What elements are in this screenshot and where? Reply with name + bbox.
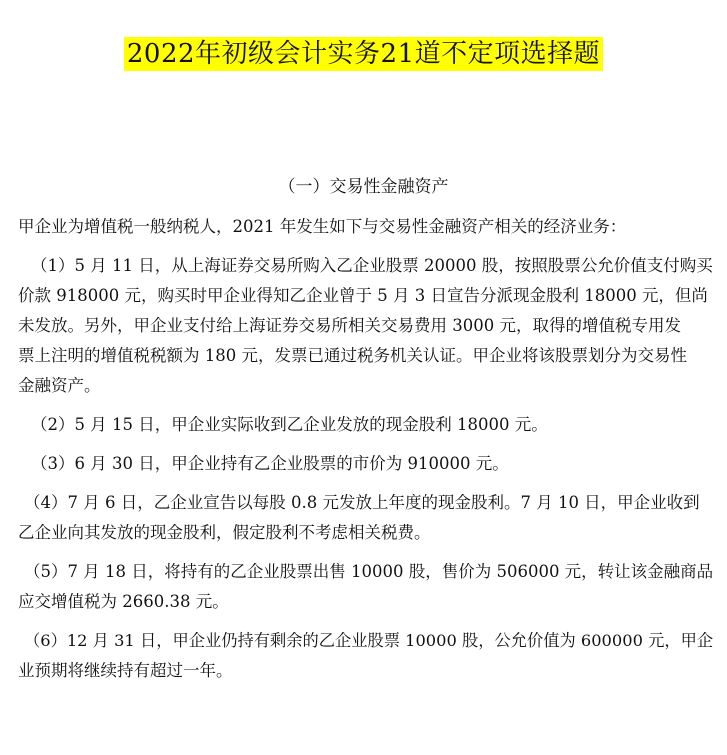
- item-1-line-2: 价款 918000 元，购买时甲企业得知乙企业曾于 5 月 3 日宣告分派现金股利 18000 元，但尚: [18, 286, 708, 305]
- item-6-line-2: 业预期将继续持有超过一年。: [18, 661, 233, 680]
- item-1-line-4: 票上注明的增值税税额为 180 元，发票已通过税务机关认证。甲企业将该股票划分为交易性: [18, 346, 687, 365]
- page-title: 2022年初级会计实务21道不定项选择题: [124, 37, 603, 71]
- item-4-line-1: （4）7 月 6 日，乙企业宣告以每股 0.8 元发放上年度的现金股利。7 月 10 日，甲企业收到: [24, 493, 700, 512]
- item-5: [18, 557, 713, 617]
- item-4-line-2: 乙企业向其发放的现金股利，假定股利不考虑相关税费。: [18, 523, 431, 542]
- intro-paragraph: 甲企业为增值税一般纳税人，2021 年发生如下与交易性金融资产相关的经济业务：: [18, 217, 627, 236]
- item-3: （3）6 月 30 日，甲企业持有乙企业股票的市价为 910000 元。: [31, 454, 509, 473]
- item-1-line-5: 金融资产。: [18, 376, 101, 395]
- item-5-line-1: （5）7 月 18 日，将持有的乙企业股票出售 10000 股，售价为 506000 元，转让该金融商品: [24, 562, 713, 581]
- item-1-line-1: （1）5 月 11 日，从上海证券交易所购入乙企业股票 20000 股，按照股票公允价值支付购买: [31, 256, 713, 275]
- title-container: [0, 37, 727, 71]
- document-body: [18, 212, 713, 686]
- item-6: [18, 626, 713, 686]
- item-2: （2）5 月 15 日，甲企业实际收到乙企业发放的现金股利 18000 元。: [31, 415, 548, 434]
- item-6-line-1: （6）12 月 31 日，甲企业仍持有剩余的乙企业股票 10000 股，公允价值为 600000 元，甲企: [24, 631, 713, 650]
- section-heading: （一）交易性金融资产: [278, 177, 449, 197]
- item-1: [18, 251, 713, 401]
- item-4: [18, 488, 713, 548]
- item-1-line-3: 未发放。另外，甲企业支付给上海证券交易所相关交易费用 3000 元，取得的增值税专用发: [18, 316, 681, 335]
- item-5-line-2: 应交增值税为 2660.38 元。: [18, 592, 229, 611]
